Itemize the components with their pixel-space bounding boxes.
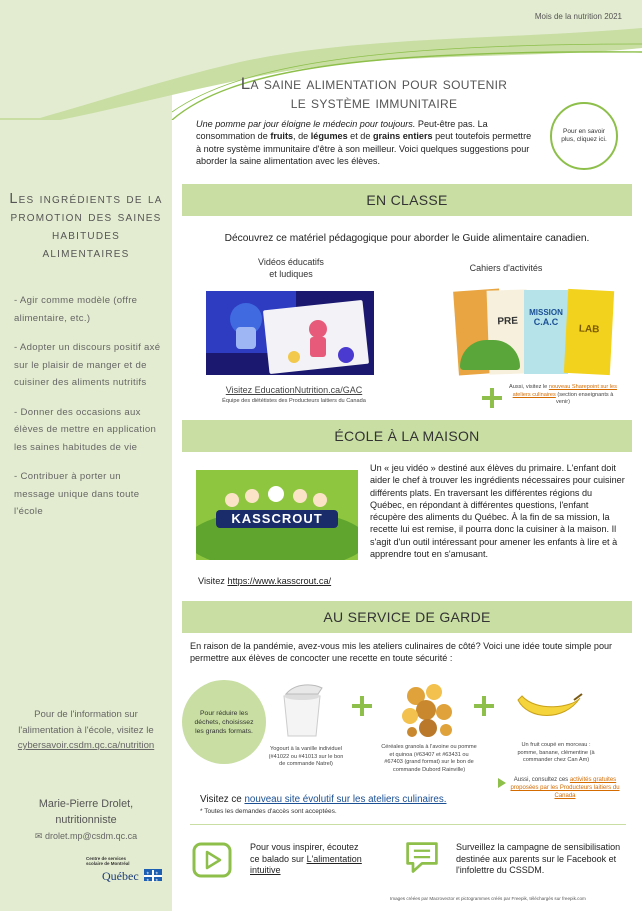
plus-icon — [474, 696, 494, 716]
envelope-icon: ✉ — [34, 831, 43, 841]
garde-also-text — [510, 776, 620, 800]
sidebar-info — [8, 707, 164, 754]
book-label: LAB — [578, 323, 600, 336]
videos-credit: Équipe des diététistes des Producteurs laitiers du Canada — [222, 398, 366, 404]
sharepoint-note — [506, 384, 620, 407]
videos-label — [226, 256, 356, 280]
list-item: - Contribuer à porter un message unique dans toute l'école — [14, 471, 140, 517]
contact-email-row — [8, 828, 164, 844]
game-title: KASSCROUT — [231, 511, 323, 526]
book-cover — [524, 290, 568, 374]
cahiers-label: Cahiers d'activités — [469, 263, 543, 273]
kasscrout-description: Un « jeu vidéo » destiné aux élèves du primaire. L'enfant doit aider le chef à trouver les ingrédients nécessaires pour cuisiner différents plats. En traversant les différentes régions du Québec, en répondant à différentes questions, l'enfant récupère des aliments du Québec. À la fin de sa mission, la recette lui est remise, il pourra donc la cuisiner à la maison. Il s'agit d'un outil intéressant pour amener les enfants à lire et à apprendre tout en s'amusant. — [370, 463, 625, 560]
garde-intro: En raison de la pandémie, avez-vous mis les ateliers culinaires de côté? Voici une idée toute simple pour permettre aux élèves de concocter une recette en toute sécurité : — [190, 641, 613, 664]
banner-en-classe: EN CLASSE — [182, 184, 632, 216]
sidebar-info-link[interactable]: cybersavoir.csdm.qc.ca/nutrition — [17, 740, 155, 751]
banner-ecole-maison: ÉCOLE À LA MAISON — [182, 420, 632, 452]
intro-text: peut toutefois permettre à notre système immunitaire d'être à son meilleur. Voici quelques suggestions pour aborder la saine alimentation avec les élèves. — [196, 131, 532, 166]
activities-link[interactable]: activités gratuites proposées par les Producteurs laitiers du Canada — [510, 777, 620, 799]
activity-books-image[interactable] — [456, 290, 614, 374]
list-item: - Agir comme modèle (offre alimentaire, etc.) — [14, 295, 138, 324]
play-arrow-icon — [498, 778, 506, 788]
book-label: PRE — [497, 315, 519, 328]
banana-caption: Un fruit coupé en morceau : pomme, banane, clémentine (à commander chez Can Am) — [517, 742, 595, 763]
intro-bold: légumes — [310, 131, 348, 142]
logo-word: Québec — [102, 869, 139, 883]
reduce-waste-circle: Pour réduire les déchets, choisissez les grands formats. — [182, 680, 266, 764]
intro-paragraph — [196, 118, 534, 167]
videos-label-line: Vidéos éducatifs — [258, 257, 324, 267]
videos-link[interactable]: Visitez EducationNutrition.ca/GAC — [225, 385, 363, 395]
plus-icon — [482, 388, 502, 408]
visit-prefix: Visitez — [198, 576, 228, 586]
intro-bold: grains entiers — [372, 131, 433, 142]
kasscrout-visit — [198, 576, 331, 586]
cereal-caption: Céréales granola à l'avoine ou pomme et quinoa (#63407 et #63431 ou #67403 (grand format) sur le bon de commande Dubord Rainville) — [381, 744, 477, 773]
podcast-play-icon[interactable] — [192, 842, 232, 878]
culinary-site-link[interactable]: nouveau site évolutif sur les ateliers culinaires. — [244, 794, 447, 805]
svg-text:⚜: ⚜ — [155, 877, 159, 882]
intro-text: , de — [293, 131, 311, 142]
intro-text: Peut-être pas. La consommation de — [196, 119, 488, 142]
intro-bold: fruits — [270, 131, 294, 142]
book-cover — [564, 289, 614, 375]
podcast-link[interactable]: L'alimentation intuitive — [250, 853, 362, 875]
footnote: * Toutes les demandes d'accès sont acceptées. — [200, 808, 337, 815]
classe-subtitle: Découvrez ce matériel pédagogique pour aborder le Guide alimentaire canadien. — [224, 233, 590, 244]
svg-text:⚜: ⚜ — [146, 870, 150, 876]
intro-text: et de — [347, 131, 373, 142]
podcast-text — [250, 842, 370, 877]
quebec-flag-icon — [144, 869, 162, 881]
contact-email[interactable]: drolet.mp@csdm.qc.ca — [44, 831, 138, 841]
banana-icon — [514, 690, 584, 724]
sharepoint-link[interactable]: nouveau Sharepoint sur les ateliers culinaires — [512, 384, 617, 398]
image-credits: Images créées par Macrovector et pictogrammes créés par Freepik, téléchargés sur freepik.com — [390, 896, 586, 901]
yogurt-caption: Yogourt à la vanille individuel (#41022 ou #41013 sur le bon de commande Natrel) — [268, 746, 344, 767]
note-text: Aussi, visitez le — [509, 384, 549, 390]
kasscrout-link[interactable]: https://www.kasscrout.ca/ — [227, 576, 332, 586]
yogurt-cup-icon — [278, 682, 326, 738]
info-link-circle[interactable]: Pour en savoir plus, cliquez ici. — [550, 102, 618, 170]
title-line-1: La saine alimentation pour soutenir — [240, 74, 508, 93]
divider — [190, 824, 626, 825]
page-title — [186, 74, 562, 112]
book-label: C.A.C — [533, 317, 559, 327]
contact-name: Marie-Pierre Drolet, — [38, 798, 134, 810]
list-item: - Donner des occasions aux élèves de mettre en application les saines habitudes de vie — [14, 406, 157, 453]
podcast-label: Pour vous inspirer, écoutez ce balado sur — [250, 842, 359, 864]
videos-thumbnail[interactable] — [206, 291, 374, 375]
header-tag: Mois de la nutrition 2021 — [534, 12, 622, 21]
title-line-2: le système immunitaire — [290, 93, 458, 112]
intro-italic: Une pomme par jour éloigne le médecin pour toujours. — [196, 119, 416, 129]
visit-prefix: Visitez ce — [200, 794, 245, 805]
kasscrout-thumbnail[interactable] — [196, 470, 358, 560]
svg-text:⚜: ⚜ — [146, 877, 150, 882]
video-illustration — [206, 291, 374, 375]
note-text: Aussi, consultez ces — [513, 777, 570, 783]
contact-role: nutritionniste — [55, 814, 117, 826]
sidebar-list — [14, 292, 162, 533]
quebec-logo — [86, 856, 166, 884]
chat-bubble-icon — [402, 840, 442, 876]
banner-service-garde: AU SERVICE DE GARDE — [182, 601, 632, 633]
plus-icon — [352, 696, 372, 716]
sidebar-contact — [8, 796, 164, 844]
sidebar-info-text: Pour de l'information sur l'alimentation à l'école, visitez le — [18, 709, 154, 736]
culinary-site-visit — [200, 794, 447, 805]
svg-text:⚜: ⚜ — [155, 870, 159, 876]
logo-small-text: Centre de services scolaire de Montréal — [86, 856, 130, 866]
videos-label-line: et ludiques — [269, 269, 313, 279]
book-label: MISSION — [529, 308, 563, 317]
granola-icon — [396, 678, 460, 740]
sidebar-title: Les ingrédients de la promotion des saines habitudes alimentaires — [9, 191, 163, 261]
campaign-text: Surveillez la campagne de sensibilisation destinée aux parents sur le Facebook et l'infolettre du CSSDM. — [456, 842, 621, 875]
note-text: (section enseignants à venir) — [555, 391, 614, 405]
list-item: - Adopter un discours positif axé sur le plaisir de manger et de cuisiner des aliments nutritifs — [14, 342, 161, 388]
